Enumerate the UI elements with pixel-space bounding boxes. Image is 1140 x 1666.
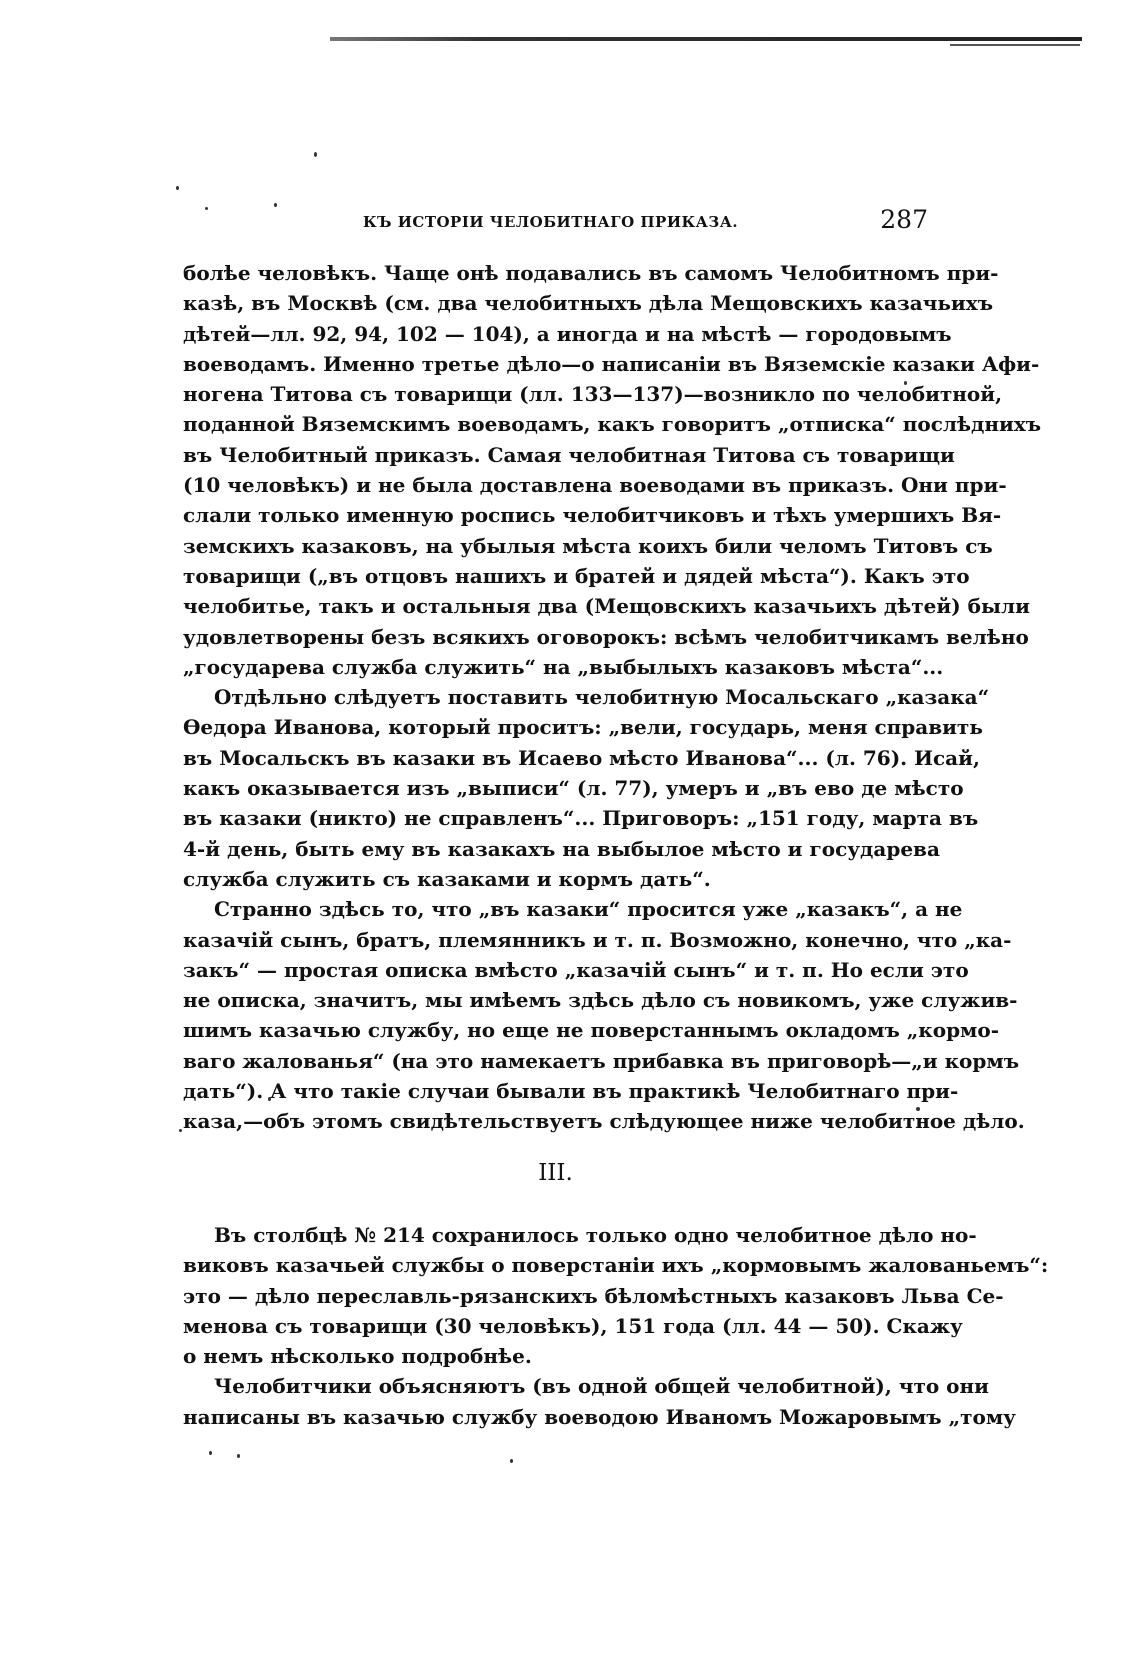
text-line: удовлетворены безъ всякихъ оговорокъ: всѣмъ челобитчикамъ велѣно [183,624,1029,649]
scan-speck [176,186,179,190]
text-line: воеводамъ. Именно третье дѣло—о написаніи въ Вяземскіе казаки Афи- [183,351,1040,376]
text-line: земскихъ казаковъ, на убылыя мѣста коихъ били челомъ Титовъ съ [183,533,993,558]
scan-speck [314,152,317,157]
body-text [183,258,1042,1137]
text-line: ваго жалованья“ (на это намекаетъ прибавка въ приговорѣ—„и кормъ [183,1048,1020,1073]
scan-edge-rule [330,37,1082,41]
text-line: въ Мосальскъ въ казаки въ Исаево мѣсто Иванова“... (л. 76). Исай, [183,745,980,770]
text-line: казачій сынъ, братъ, племянникъ и т. п. Возможно, конечно, что „ка- [183,927,1012,952]
text-line: это — дѣло переславль-рязанскихъ бѣломѣстныхъ казаковъ Льва Се- [183,1283,1004,1308]
text-line: Странно здѣсь то, что „въ казаки“ просится уже „казакъ“, а не [214,897,963,922]
text-line: товарищи („въ отцовъ нашихъ и братей и дядей мѣста“). Какъ это [183,563,970,588]
text-line: Отдѣльно слѣдуетъ поставить челобитную Мосальскаго „казака“ [214,685,990,710]
text-line: не описка, значитъ, мы имѣемъ здѣсь дѣло съ новикомъ, уже служив- [183,988,1018,1013]
text-line: менова съ товарищи (30 человѣкъ), 151 года (лл. 44 — 50). Скажу [183,1313,963,1338]
text-line: казѣ, въ Москвѣ (см. два челобитныхъ дѣла Мещовскихъ казачьихъ [183,291,994,316]
text-line: Въ столбцѣ № 214 сохранилось только одно челобитное дѣло но- [214,1223,977,1247]
text-line: дѣтей—лл. 92, 94, 102 — 104), а иногда и на мѣстѣ — городовымъ [183,321,952,346]
scan-speck [179,1129,182,1132]
text-line: шимъ казачью службу, но еще не поверстаннымъ окладомъ „кормо- [183,1018,1000,1043]
running-title: КЪ ИСТОРІИ ЧЕЛОБИТНАГО ПРИКАЗА. [363,213,739,231]
page-number: 287 [880,205,928,234]
text-line: болѣе человѣкъ. Чаще онѣ подавались въ самомъ Челобитномъ при- [183,261,999,285]
text-line: поданной Вяземскимъ воеводамъ, какъ говоритъ „отписка“ послѣднихъ [183,412,1042,437]
text-line: о немъ нѣсколько подробнѣе. [183,1344,532,1369]
section-3-text [183,1220,1049,1432]
text-line: дать“). А что такіе случаи бывали въ практикѣ Челобитнаго при- [183,1079,959,1104]
text-line: написаны въ казачью службу воеводою Иваномъ Можаровымъ „тому [183,1404,1016,1429]
text-line: служба служить съ казаками и кормъ дать“. [183,866,711,891]
text-line: „государева служба служить“ на „выбылыхъ казаковъ мѣста“... [183,654,944,679]
text-line: Челобитчики объясняютъ (въ одной общей челобитной), что они [214,1374,989,1399]
scan-speck [209,1451,212,1455]
text-line: слали только именную роспись челобитчиковъ и тѣхъ умершихъ Вя- [183,503,1002,528]
scan-speck [510,1459,513,1463]
section-heading: III. [538,1160,573,1186]
scan-edge-rule-secondary [950,44,1080,46]
page-header [183,205,928,237]
text-line: Ѳедора Иванова, который проситъ: „вели, государь, меня справить [183,715,983,740]
text-line: ногена Титова съ товарищи (лл. 133—137)—возникло по челобитной, [183,382,1003,407]
text-line: закъ“ — простая описка вмѣсто „казачій сынъ“ и т. п. Но если это [183,957,969,982]
text-line: (10 человѣкъ) и не была доставлена воеводами въ приказъ. Они при- [183,473,1007,498]
text-line: виковъ казачьей службы о поверстаніи ихъ „кормовымъ жалованьемъ“: [183,1253,1049,1278]
text-line: каза,—объ этомъ свидѣтельствуетъ слѣдующее ниже челобитное дѣло. [183,1109,1025,1134]
scan-speck [237,1454,240,1458]
text-line: въ казаки (никто) не справленъ“... Приговоръ: „151 году, марта въ [183,806,979,831]
text-line: 4-й день, быть ему въ казакахъ на выбылое мѣсто и государева [183,836,940,861]
text-line: челобитье, такъ и остальныя два (Мещовскихъ казачьихъ дѣтей) были [183,594,1030,619]
text-line: въ Челобитный приказъ. Самая челобитная Титова съ товарищи [183,442,955,467]
text-line: какъ оказывается изъ „выписи“ (л. 77), умеръ и „въ ево де мѣсто [183,776,964,801]
